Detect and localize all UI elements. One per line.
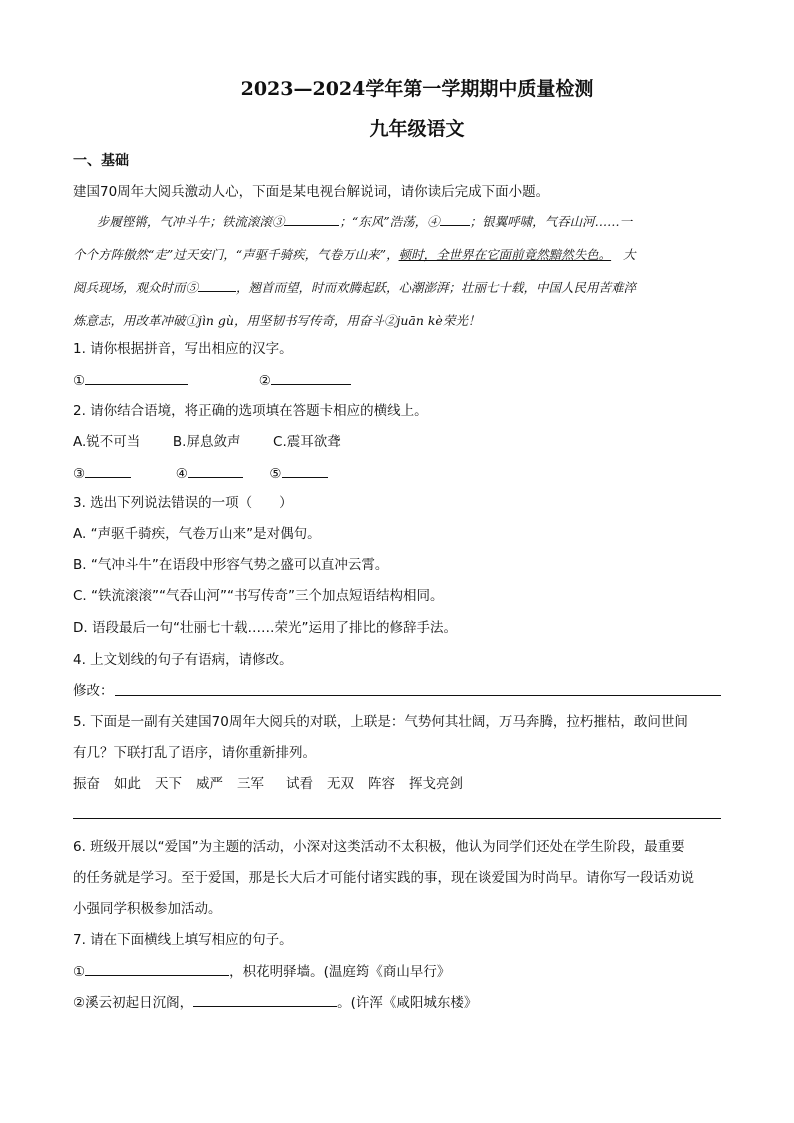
answer-blank-5[interactable] [282, 464, 328, 478]
question-6-line-3: 小强同学积极参加活动。 [73, 901, 222, 917]
question-6-line-2: 的任务就是学习。至于爱国，那是长大后才可能付诸实践的事，现在谈爱国为时尚早。请你写一段话劝说 [73, 870, 694, 886]
question-1: 1. 请你根据拼音，写出相应的汉字。 [73, 341, 293, 357]
question-5-line-2: 有几？下联打乱了语序，请你重新排列。 [73, 745, 316, 761]
blank-3[interactable] [284, 212, 339, 226]
exam-title: 2023—2024学年第一学期期中质量检测 [240, 78, 594, 100]
question-6-line-1: 6. 班级开展以“爱国”为主题的活动，小深对这类活动不太积极，他认为同学们还处在学生阶段，最重要 [73, 839, 685, 855]
q2-options [73, 433, 341, 451]
item-label: ① [73, 964, 86, 980]
word: 威严 [196, 776, 223, 792]
passage-line-4: 炼意志，用改革冲破①jìn gù，用坚韧书写传奇，用奋斗②juān kè荣光！ [73, 313, 481, 328]
question-3: 3. 选出下列说法错误的一项（ ） [73, 495, 293, 511]
passage-text: 阅兵现场，观众时而⑤ [73, 280, 199, 295]
answer-label: ⑤ [269, 466, 282, 482]
q4-answer-label: 修改： [73, 683, 114, 699]
answer-label: ② [258, 373, 271, 389]
poem-source: ，枳花明驿墙。(温庭筠《商山早行》 [229, 964, 451, 980]
option-a: A.锐不可当 [73, 434, 141, 450]
poem-blank-1[interactable] [85, 962, 229, 976]
question-4: 4. 上文划线的句子有语病，请修改。 [73, 652, 293, 668]
q7-item-2 [73, 993, 477, 1012]
q2-answer-row [73, 464, 328, 483]
exam-subtitle: 九年级语文 [369, 118, 465, 140]
answer-label: ④ [175, 466, 188, 482]
passage-text: 大 [623, 247, 636, 262]
answer-blank-3[interactable] [85, 464, 131, 478]
passage-line-2 [73, 238, 721, 271]
word: 试看 [286, 776, 313, 792]
answer-blank-1[interactable] [85, 371, 188, 385]
passage-line-3 [73, 271, 721, 304]
answer-label: ① [73, 373, 86, 389]
option-c: C.震耳欲聋 [273, 434, 341, 450]
poem-text: ②溪云初起日沉阁， [73, 995, 194, 1011]
q3-option-a: A. “声驱千骑疾，气卷万山来”是对偶句。 [73, 526, 321, 542]
blank-4[interactable] [440, 212, 470, 226]
section-heading: 一、基础 [73, 153, 129, 169]
passage-text: 步履铿锵，气冲斗牛；铁流滚滚③ [96, 214, 285, 229]
q4-answer-line[interactable] [115, 695, 721, 696]
q1-answer-row [73, 371, 351, 390]
q5-answer-line[interactable] [73, 818, 721, 819]
poem-blank-2[interactable] [193, 993, 337, 1007]
q3-option-d: D. 语段最后一句“壮丽七十载……荣光”运用了排比的修辞手法。 [73, 620, 457, 636]
word: 挥戈亮剑 [409, 776, 463, 792]
q3-option-b: B. “气冲斗牛”在语段中形容气势之盛可以直冲云霄。 [73, 557, 389, 573]
word: 振奋 [73, 776, 100, 792]
answer-blank-2[interactable] [271, 371, 351, 385]
option-b: B.屏息敛声 [172, 434, 241, 450]
passage-text: 个个方阵傲然“走”过天安门，“声驱千骑疾，气卷万山来”， [73, 247, 399, 262]
underlined-sentence: 顿时，全世界在它面前竟然黯然失色。 [398, 247, 612, 262]
passage [73, 205, 721, 337]
word: 如此 [114, 776, 141, 792]
q7-item-1 [73, 962, 450, 981]
word: 三军 [237, 776, 264, 792]
passage-text: ；银翼呼啸，气吞山河……一 [469, 214, 633, 229]
question-5-line-1: 5. 下面是一副有关建国70周年大阅兵的对联，上联是：气势何其壮阔，万马奔腾，拉朽摧枯，敢问世间 [73, 714, 688, 730]
section-intro: 建国70周年大阅兵激动人心，下面是某电视台解说词，请你读后完成下面小题。 [73, 184, 550, 200]
passage-text: ；“东风”浩荡，④ [339, 214, 440, 229]
word: 天下 [155, 776, 182, 792]
passage-line-1 [73, 205, 721, 238]
passage-text: ，翘首而望，时而欢腾起跃，心潮澎湃；壮丽七十载，中国人民用苦难淬 [236, 280, 637, 295]
word: 无双 [327, 776, 354, 792]
blank-5[interactable] [198, 278, 236, 292]
poem-source: 。(许浑《咸阳城东楼》 [337, 995, 478, 1011]
question-2: 2. 请你结合语境，将正确的选项填在答题卡相应的横线上。 [73, 403, 428, 419]
q5-word-list [73, 775, 477, 793]
answer-blank-4[interactable] [188, 464, 243, 478]
word: 阵容 [368, 776, 395, 792]
question-7: 7. 请在下面横线上填写相应的句子。 [73, 932, 293, 948]
q3-option-c: C. “铁流滚滚”“气吞山河”“书写传奇”三个加点短语结构相同。 [73, 588, 444, 604]
answer-label: ③ [73, 466, 86, 482]
